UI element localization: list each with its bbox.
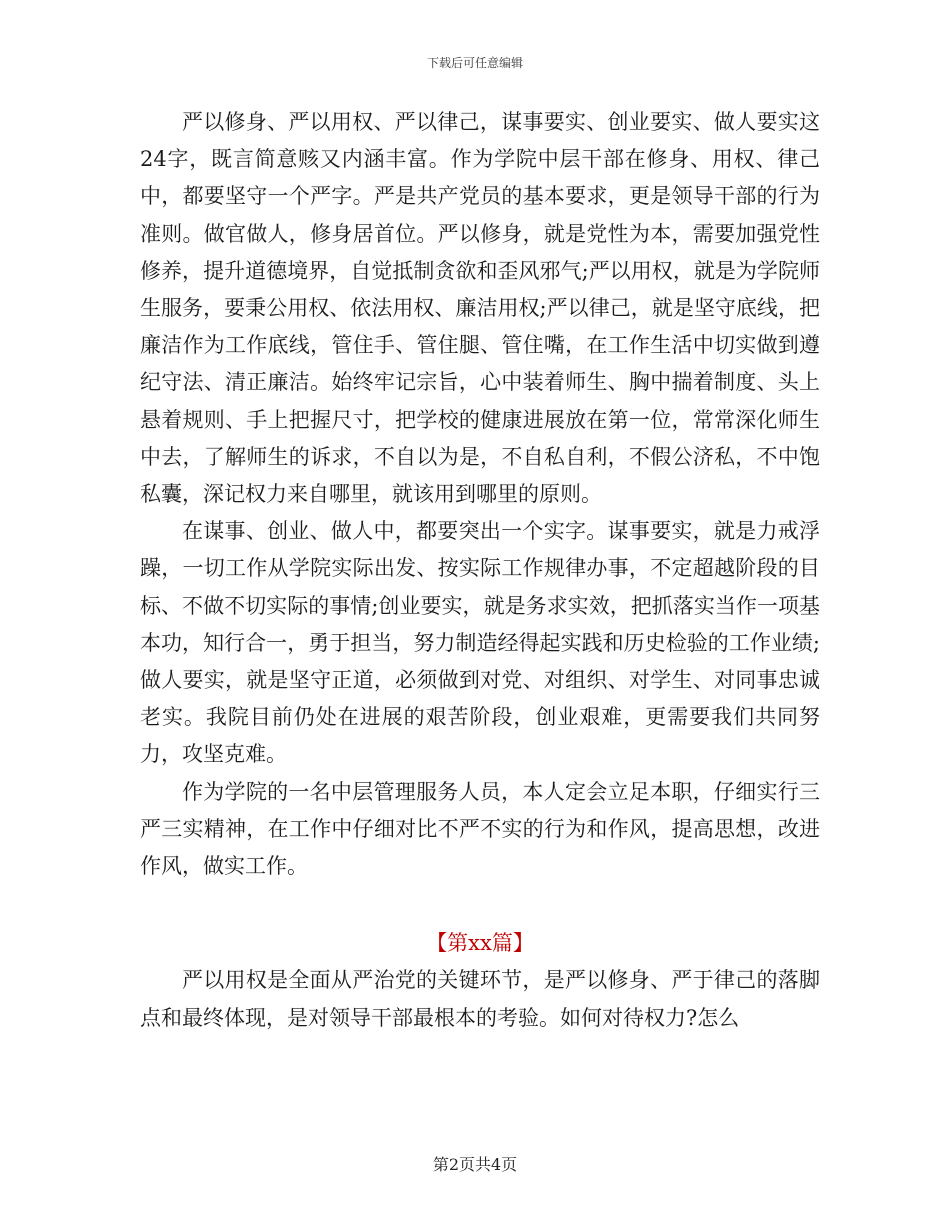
document-body <box>140 104 820 1037</box>
section-title: 【第xx篇】 <box>426 931 534 956</box>
paragraph-2: 在谋事、创业、做人中，都要突出一个实字。谋事要实，就是力戒浮躁，一切工作从学院实际出发、按实际工作规律办事，不定超越阶段的目标、不做不切实际的事情;创业要实，就是务求实效，把抓落实当作一项基本功，知行合一，勇于担当，努力制造经得起实践和历史检验的工作业绩;做人要实，就是坚守正道，必须做到对党、对组织、对学生、对同事忠诚老实。我院目前仍处在进展的艰苦阶段，创业艰难，更需要我们共同努力，攻坚克难。 <box>140 519 820 767</box>
page-header: 下载后可任意编辑 <box>426 56 523 70</box>
section-paragraph: 严以用权是全面从严治党的关键环节，是严以修身、严于律己的落脚点和最终体现，是对领导干部最根本的考验。如何对待权力?怎么 <box>140 968 820 1030</box>
paragraph-1: 严以修身、严以用权、严以律己，谋事要实、创业要实、做人要实这24字，既言简意赅又内涵丰富。作为学院中层干部在修身、用权、律己中，都要坚守一个严字。严是共产党员的基本要求，更是领导干部的行为准则。做官做人，修身居首位。严以修身，就是党性为本，需要加强党性修养，提升道德境界，自觉抵制贪欲和歪风邪气;严以用权，就是为学院师生服务，要秉公用权、依法用权、廉洁用权;严以律己，就是坚守底线，把廉洁作为工作底线，管住手、管住腿、管住嘴，在工作生活中切实做到遵纪守法、清正廉洁。始终牢记宗旨，心中装着师生、胸中揣着制度、头上悬着规则、手上把握尺寸，把学校的健康进展放在第一位，常常深化师生中去，了解师生的诉求，不自以为是，不自私自利，不假公济私，不中饱私囊，深记权力来自哪里，就该用到哪里的原则。 <box>140 110 820 507</box>
page-footer: 第2页共4页 <box>432 1155 518 1174</box>
paragraph-3: 作为学院的一名中层管理服务人员，本人定会立足本职，仔细实行三严三实精神，在工作中仔细对比不严不实的行为和作风，提高思想，改进作风，做实工作。 <box>140 779 820 879</box>
